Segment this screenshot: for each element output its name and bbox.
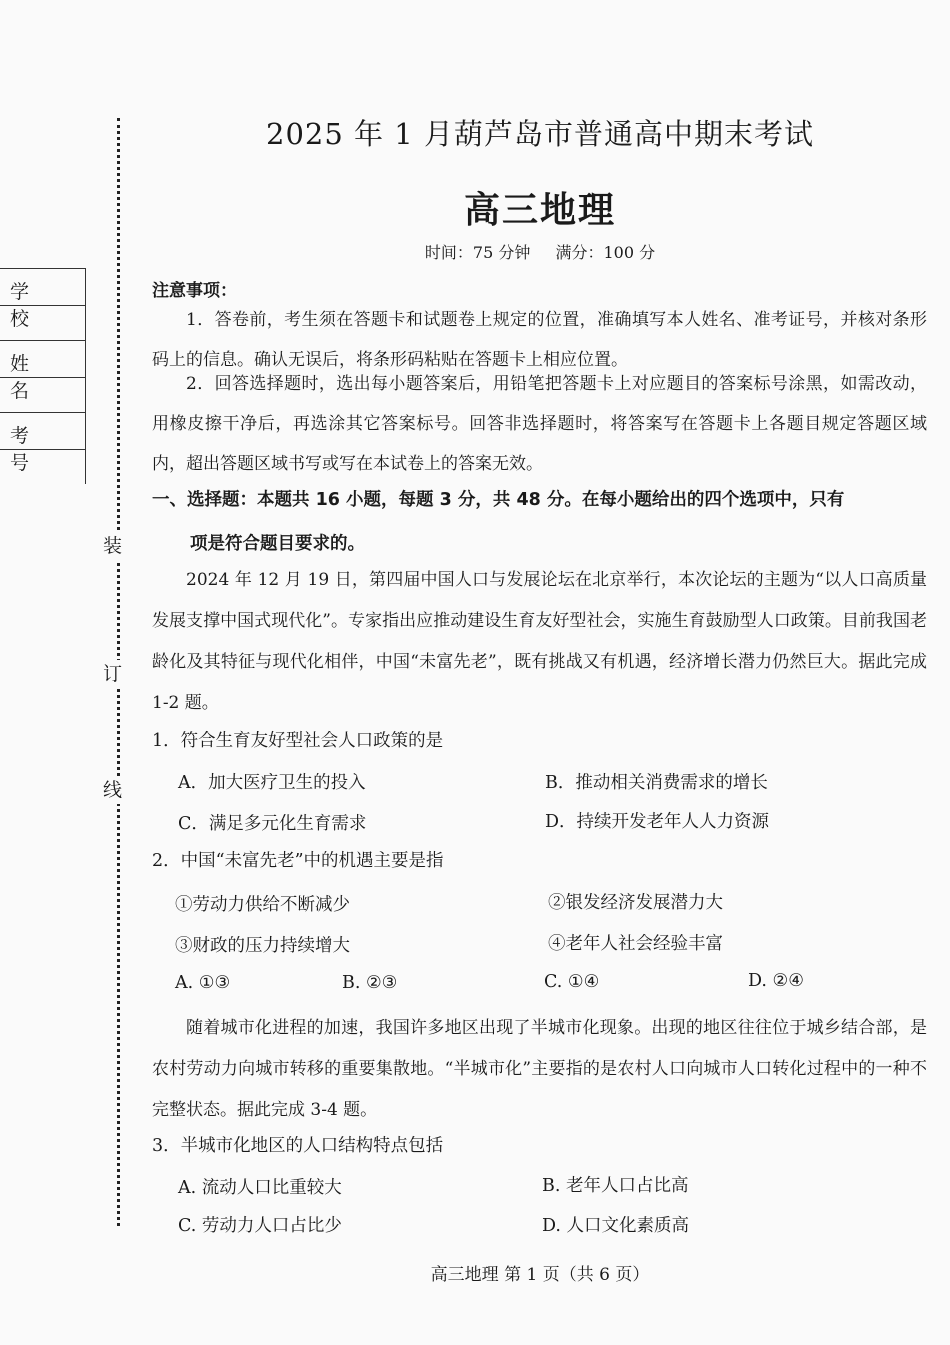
exam-number-label: 考 号 — [10, 425, 48, 474]
question-2-statement-3: ③财政的压力持续增大 — [175, 936, 350, 956]
question-3-stem: 3．半城市化地区的人口结构特点包括 — [152, 1136, 444, 1156]
subject-title: 高三地理 — [463, 190, 616, 231]
name-field — [0, 340, 86, 412]
question-1-option-b: B．推动相关消费需求的增长 — [545, 773, 768, 793]
exam-title: 2025 年 1 月葫芦岛市普通高中期末考试 — [266, 117, 814, 151]
binding-mark-ding: 订 — [103, 660, 122, 688]
question-1-stem: 1．符合生育友好型社会人口政策的是 — [152, 731, 444, 751]
question-3-option-d: D. 人口文化素质高 — [542, 1216, 690, 1236]
exam-full-score: 满分：100 分 — [555, 243, 656, 262]
question-3-option-c: C. 劳动力人口占比少 — [178, 1216, 342, 1236]
section-1-heading-line1: 一、选择题：本题共 16 小题，每题 3 分，共 48 分。在每小题给出的四个选项中，只有 — [152, 490, 845, 510]
question-2-statement-1: ①劳动力供给不断减少 — [175, 895, 350, 915]
passage-1: 2024 年 12 月 19 日，第四届中国人口与发展论坛在北京举行，本次论坛的主题为“以人口高质量发展支撑中国式现代化”。专家指出应推动建设生育友好型社会，实施生育鼓励型人口政策。目前我国老龄化及其特征与现代化相伴，中国“未富先老”，既有挑战又有机遇，经济增长潜力仍然巨大。据此完成 1-2 题。 — [152, 570, 927, 713]
question-2-option-b: B. ②③ — [342, 973, 398, 993]
question-2-statement-4: ④老年人社会经验丰富 — [548, 934, 723, 954]
question-2-option-c: C. ①④ — [544, 972, 600, 992]
question-1-option-d: D．持续开发老年人人力资源 — [545, 812, 770, 832]
school-field — [0, 268, 86, 340]
passage-2: 随着城市化进程的加速，我国许多地区出现了半城市化现象。出现的地区往往位于城乡结合部，是农村劳动力向城市转移的重要集散地。“半城市化”主要指的是农村人口向城市人口转化过程中的一种不完整状态。据此完成 3-4 题。 — [152, 1018, 927, 1120]
notice-heading: 注意事项： — [152, 281, 237, 301]
question-1-option-c: C．满足多元化生育需求 — [178, 814, 367, 834]
notice-item-1: 1．答卷前，考生须在答题卡和试题卷上规定的位置，准确填写本人姓名、准考证号，并核对条形码上的信息。确认无误后，将条形码粘贴在答题卡上相应位置。 — [152, 310, 927, 370]
student-info-table — [0, 268, 86, 474]
notice-item-2: 2．回答选择题时，选出每小题答案后，用铅笔把答题卡上对应题目的答案标号涂黑，如需改动，用橡皮擦干净后，再选涂其它答案标号。回答非选择题时，将答案写在答题卡上各题目规定答题区域内，超出答题区域书写或写在本试卷上的答案无效。 — [152, 374, 927, 474]
question-2-option-d: D. ②④ — [748, 971, 804, 991]
question-3-option-a: A. 流动人口比重较大 — [178, 1178, 342, 1198]
section-1-heading — [152, 478, 927, 566]
question-3-option-b: B. 老年人口占比高 — [542, 1176, 689, 1196]
binding-mark-xian: 线 — [103, 776, 122, 804]
name-label: 姓 名 — [10, 353, 48, 402]
binding-mark-zhuang: 装 — [103, 532, 122, 560]
exam-time: 时间：75 分钟 — [424, 243, 531, 262]
question-2-statement-2: ②银发经济发展潜力大 — [548, 893, 723, 913]
exam-number-field — [0, 412, 86, 474]
info-table-border — [85, 268, 86, 484]
section-1-heading-line2: 项是符合题目要求的。 — [190, 534, 365, 554]
question-1-option-a: A．加大医疗卫生的投入 — [178, 773, 366, 793]
page-footer: 高三地理 第 1 页（共 6 页） — [430, 1265, 650, 1285]
school-label: 学 校 — [10, 281, 48, 330]
exam-time-score — [150, 240, 930, 263]
question-2-stem: 2．中国“未富先老”中的机遇主要是指 — [152, 851, 444, 871]
question-2-option-a: A. ①③ — [175, 973, 231, 993]
